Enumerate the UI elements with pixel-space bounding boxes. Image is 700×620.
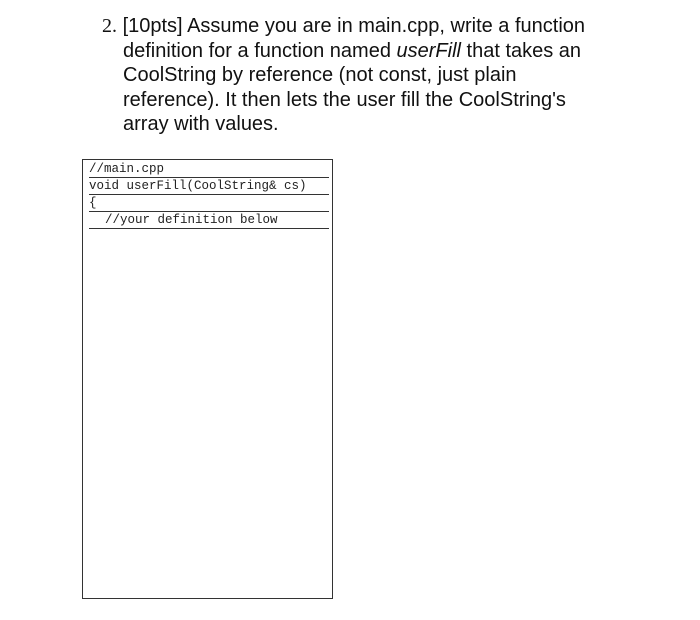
function-name: userFill — [396, 39, 461, 62]
code-answer-box[interactable] — [82, 159, 333, 599]
question-line-2 — [102, 39, 622, 64]
question-line-2-before: definition for a function named — [123, 39, 397, 62]
question-number: 2. — [102, 15, 117, 37]
question-line-3: CoolString by reference (not const, just plain — [123, 64, 517, 86]
question-text — [102, 14, 622, 137]
question-line-1 — [102, 14, 622, 39]
code-comment-body: //your definition below — [105, 213, 278, 227]
question-line-5: array with values. — [123, 113, 279, 135]
code-rule-1 — [89, 177, 329, 178]
code-rule-2 — [89, 194, 329, 195]
code-rule-3 — [89, 211, 329, 212]
code-signature: void userFill(CoolString& cs) — [89, 179, 307, 193]
question-line-4: reference). It then lets the user fill the CoolString's — [123, 88, 566, 111]
question-line-1-text: Assume you are in main.cpp, write a function — [187, 15, 586, 37]
question-points: [10pts] — [122, 15, 183, 37]
question-line-2-after: that takes an — [460, 39, 582, 62]
code-comment-file: //main.cpp — [89, 162, 165, 176]
code-open-brace: { — [89, 196, 97, 210]
code-rule-4 — [89, 228, 329, 229]
